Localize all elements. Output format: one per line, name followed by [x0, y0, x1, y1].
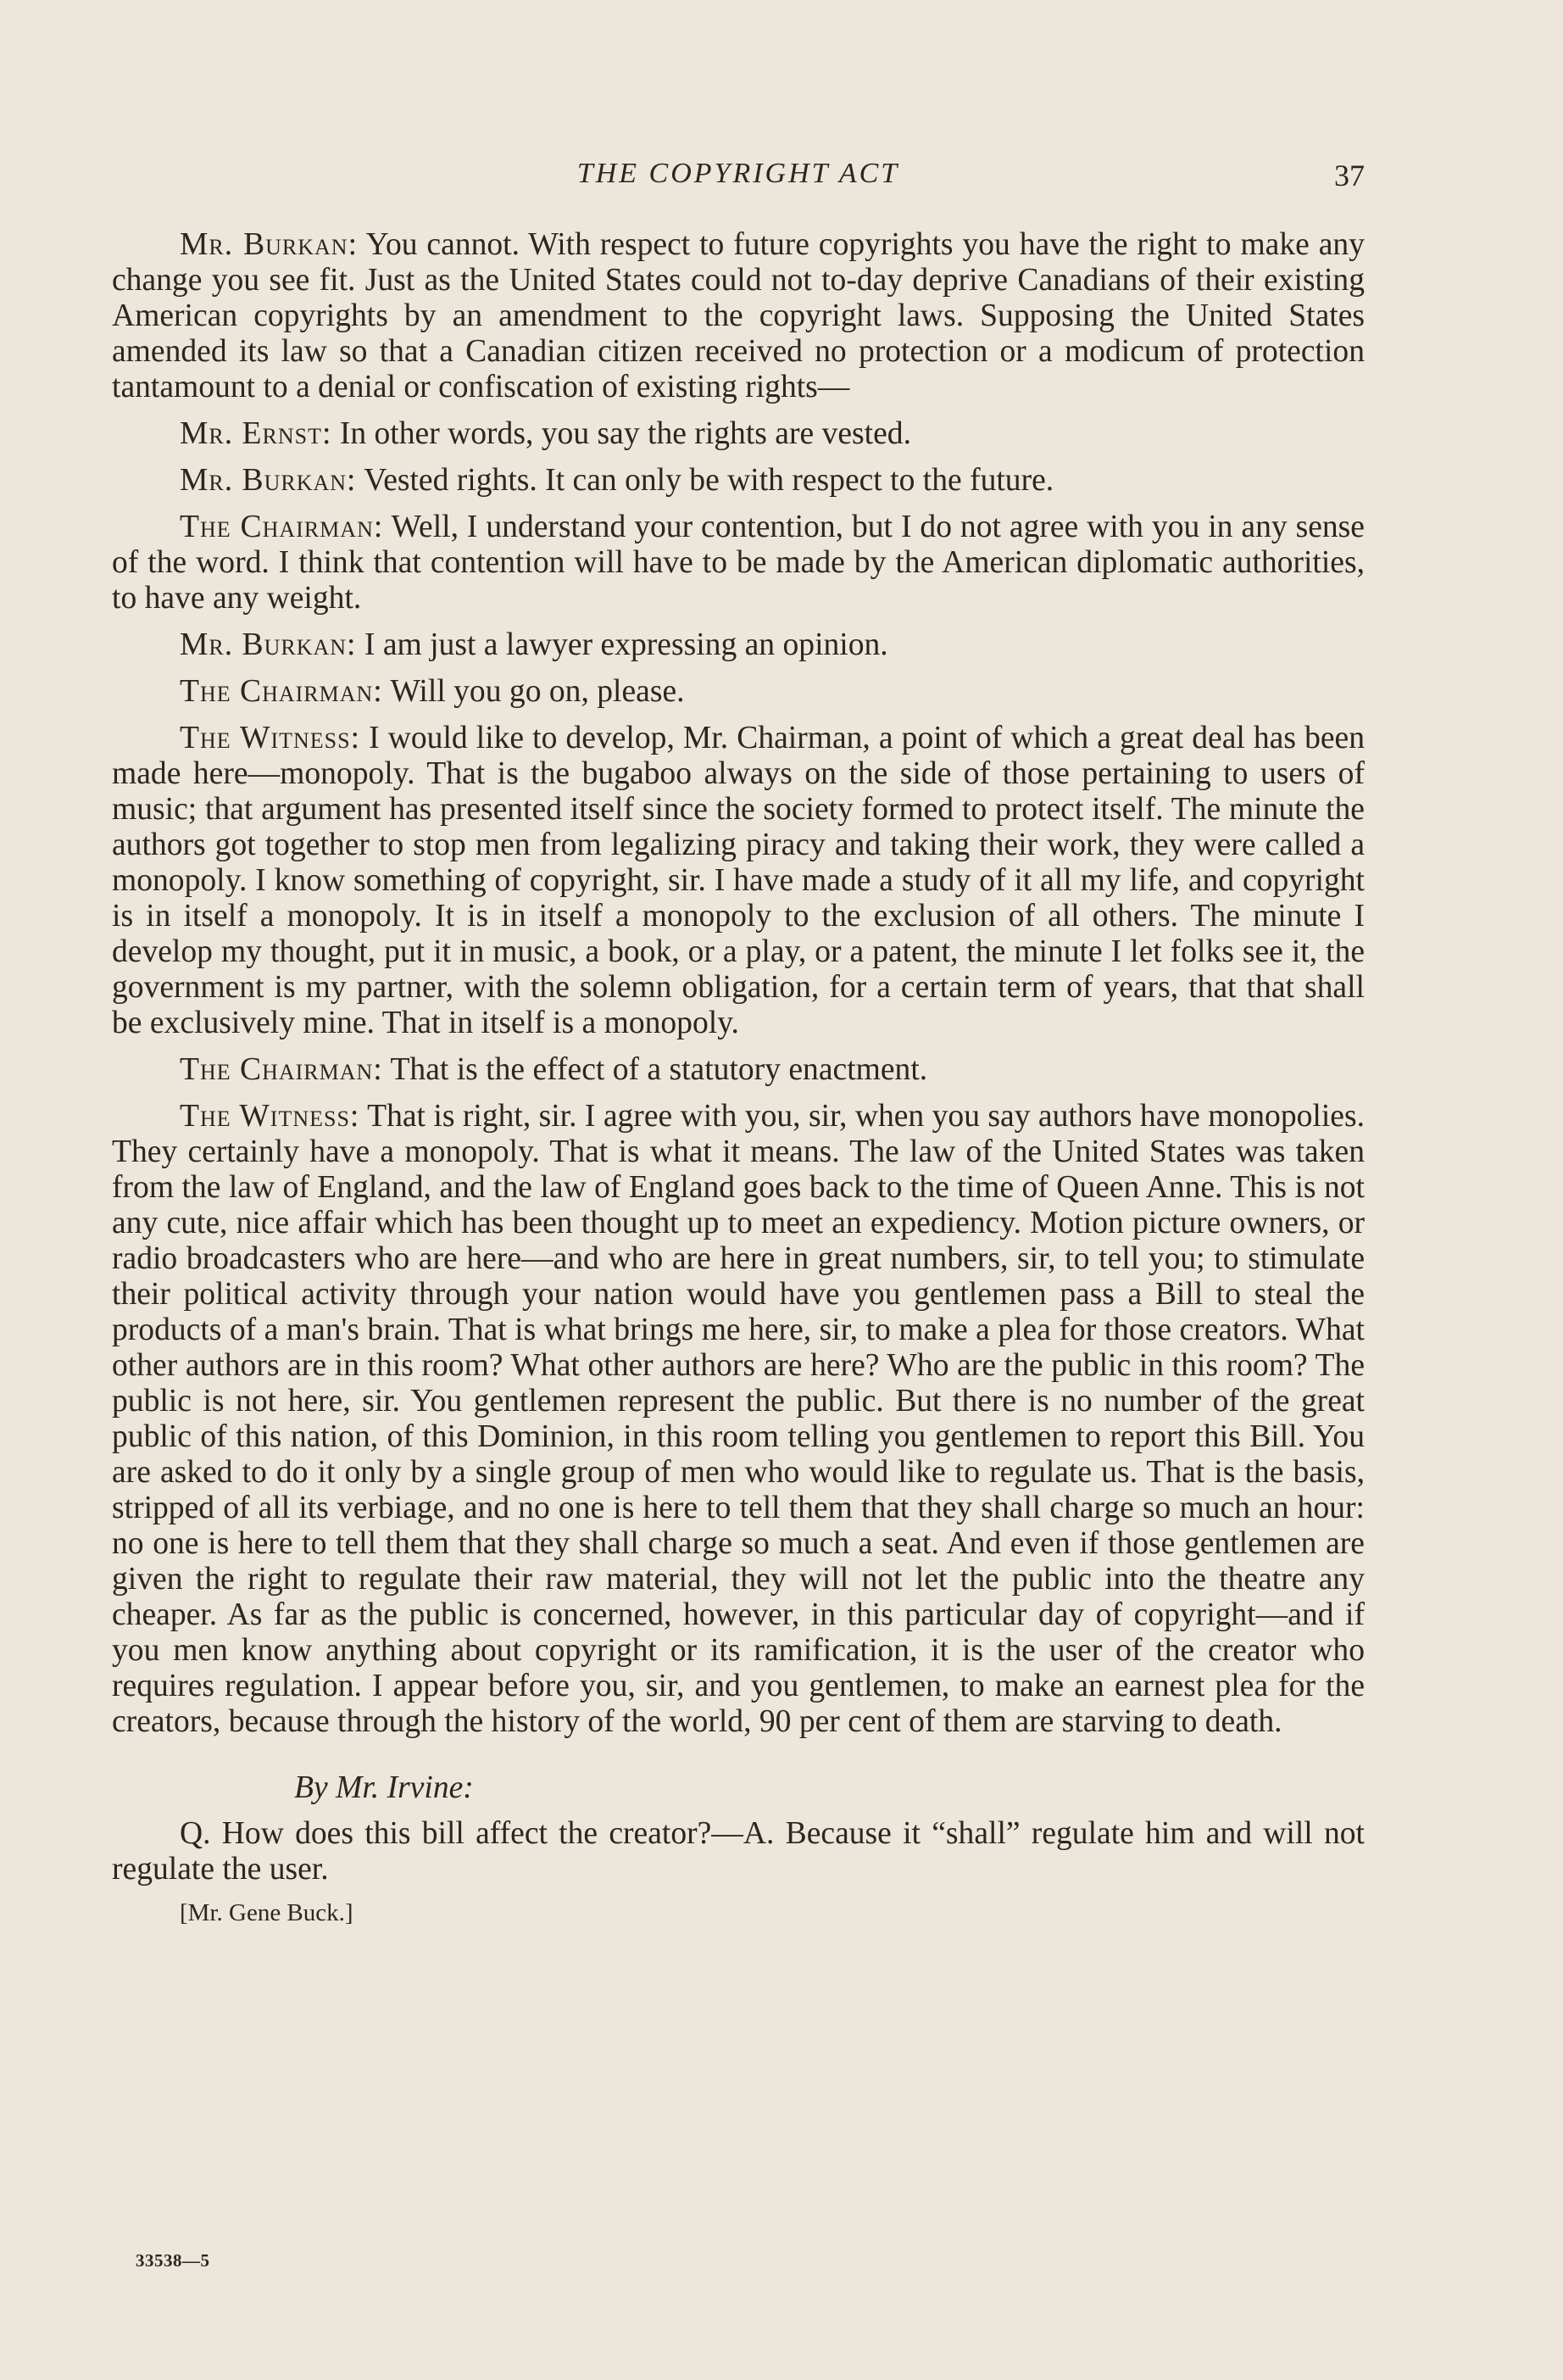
speaker-label: The Witness: [180, 721, 361, 755]
examiner-heading: By Mr. Irvine: [294, 1770, 474, 1805]
transcript-body [112, 227, 1365, 1938]
transcript-paragraph [112, 674, 1365, 710]
transcript-paragraph [112, 1099, 1365, 1740]
paragraph-text: I would like to develop, Mr. Chairman, a point of which a great deal has been made here—monopoly. That is the bugaboo always on the side of those pertaining to users of music; that argument has presented itself since the society formed to protect itself. The minute the authors got together to stop men from legalizing piracy and taking their work, they were called a monopoly. I know something of copyright, sir. I have made a study of it all my life, and copyright is in itself a monopoly. It is in itself a monopoly to the exclusion of all others. The minute I develop my thought, put it in music, a book, or a play, or a patent, the minute I let folks see it, the government is my partner, with the solemn obligation, for a certain term of years, that that shall be exclusively mine. That in itself is a monopoly. [112, 721, 1366, 1040]
page-number: 37 [1334, 159, 1365, 192]
transcript-paragraph [112, 463, 1365, 499]
paragraph-text: I am just a lawyer expressing an opinion. [364, 627, 888, 662]
transcript-paragraph [112, 510, 1365, 616]
speaker-label: Mr. Ernst: [180, 416, 332, 451]
running-title: THE COPYRIGHT ACT [576, 158, 900, 189]
speaker-label: The Chairman: [180, 674, 383, 709]
paragraph-text: That is the effect of a statutory enactment. [390, 1052, 928, 1087]
transcript-paragraph [112, 721, 1365, 1041]
paragraph-text: In other words, you say the rights are vested. [339, 416, 911, 451]
speaker-label: Mr. Burkan: [180, 227, 359, 262]
transcript-paragraph [112, 627, 1365, 663]
speaker-label: The Witness: [180, 1099, 360, 1134]
transcript-paragraph [112, 1052, 1365, 1088]
transcript-paragraph [112, 227, 1365, 405]
transcript-paragraph [112, 416, 1365, 452]
speaker-label: Mr. Burkan: [180, 463, 357, 498]
printer-code: 33538—5 [136, 2250, 210, 2271]
paragraph-text: Will you go on, please. [390, 674, 685, 709]
speaker-label: Mr. Burkan: [180, 627, 357, 662]
speaker-label: The Chairman: [180, 510, 384, 544]
question-answer: Q. How does this bill affect the creator?—A. Because it “shall” regulate him and will not regulate the user. [112, 1816, 1365, 1887]
page-header [112, 158, 1365, 200]
paragraph-text: Vested rights. It can only be with respect to the future. [364, 463, 1054, 498]
paragraph-text: Well, I understand your contention, but I do not agree with you in any sense of the word. I think that contention will have to be made by the American diplomatic authorities, to have any weight. [112, 510, 1365, 616]
witness-attribution: [Mr. Gene Buck.] [180, 1899, 353, 1926]
paragraph-text: That is right, sir. I agree with you, sir, when you say authors have monopolies. They certainly have a monopoly. That is what it means. The law of the United States was taken from the law of England, and the law of England goes back to the time of Queen Anne. This is not any cute, nice affair which has been thought up to meet an expediency. Motion picture owners, or radio broadcasters who are here—and who are here in great numbers, sir, to tell you; to stimulate their political activity through your nation would have you gentlemen pass a Bill to steal the products of a man's brain. That is what brings me here, sir, to make a plea for those creators. What other authors are in this room? What other authors are here? Who are the public in this room? The public is not here, sir. You gentlemen represent the public. But there is no number of the great public of this nation, of this Dominion, in this room telling you gentlemen to report this Bill. You are asked to do it only by a single group of men who would like to regulate us. That is the basis, stripped of all its verbiage, and no one is here to tell them that they shall charge so much an hour: no one is here to tell them that they shall charge so much a seat. And even if those gentlemen are given the right to regulate their raw material, they will not let the public into the theatre any cheaper. As far as the public is concerned, however, in this particular day of copyright—and if you men know anything about copyright or its ramification, it is the user of the creator who requires regulation. I appear before you, sir, and you gentlemen, to make an earnest plea for the creators, because through the history of the world, 90 per cent of them are starving to death. [112, 1099, 1366, 1739]
speaker-label: The Chairman: [180, 1052, 383, 1087]
paragraph-text: You cannot. With respect to future copyrights you have the right to make any change you see fit. Just as the United States could not to-day deprive Canadians of their existing American copyrights by an amendment to the copyright laws. Supposing the United States amended its law so that a Canadian citizen received no protection or a modicum of protection tantamount to a denial or confiscation of existing rights— [112, 227, 1366, 404]
